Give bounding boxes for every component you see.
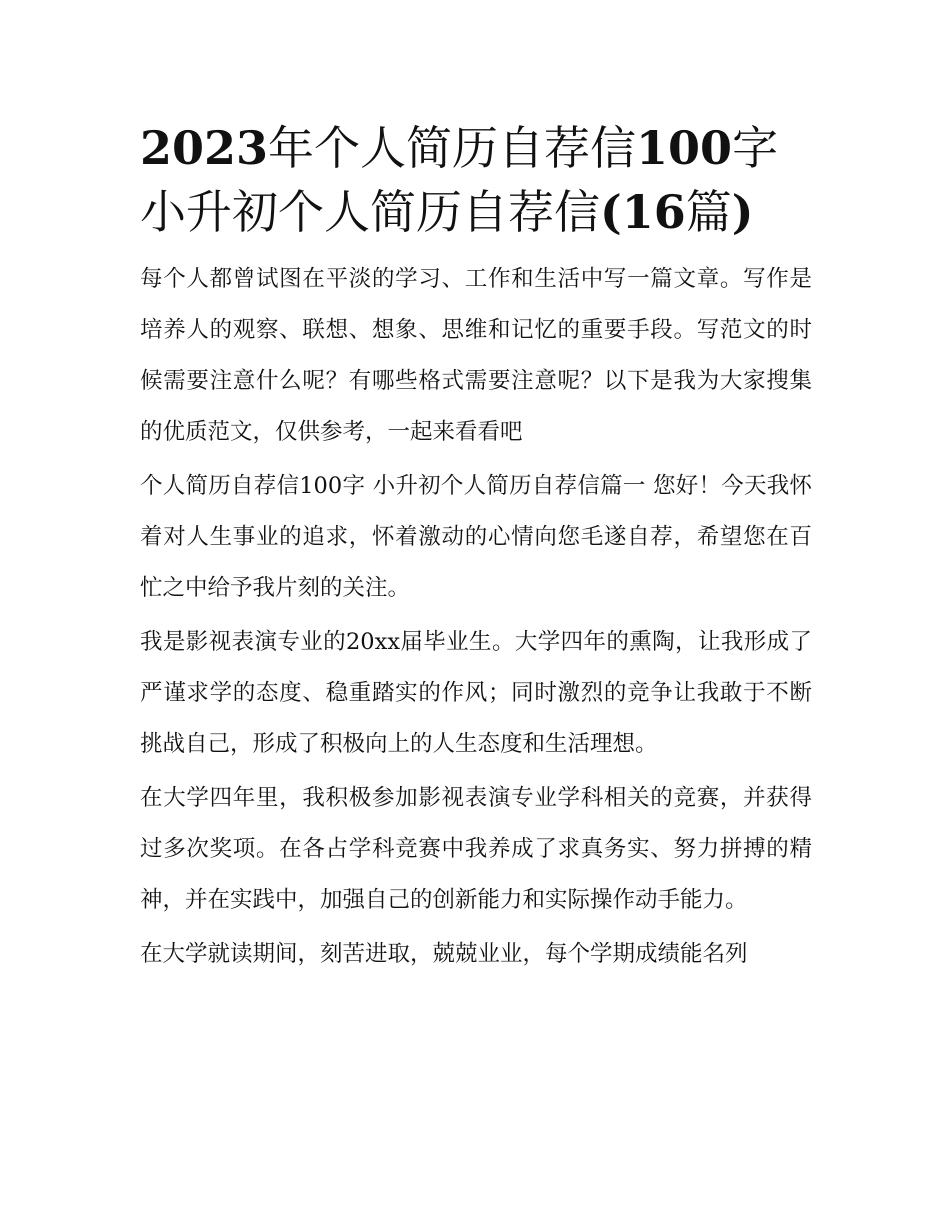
title-line-1: 2023年个人简历自荐信100字 [140, 121, 779, 175]
intro-paragraph: 每个人都曾试图在平淡的学习、工作和生活中写一篇文章。写作是培养人的观察、联想、想象、思维和记忆的重要手段。写范文的时候需要注意什么呢？有哪些格式需要注意呢？以下是我为大家搜集的优质范文，仅供参考，一起来看看吧 [140, 266, 812, 445]
document-title [140, 116, 812, 244]
letter-paragraph-2: 我是影视表演专业的20xx届毕业生。大学四年的熏陶，让我形成了严谨求学的态度、稳重踏实的作风；同时激烈的竞争让我敢于不断挑战自己，形成了积极向上的人生态度和生活理想。 [140, 629, 812, 757]
letter-paragraph-4: 在大学就读期间，刻苦进取，兢兢业业，每个学期成绩能名列 [140, 941, 748, 967]
title-line-2: 小升初个人简历自荐信(16篇) [140, 185, 754, 239]
letter-paragraph-1: 个人简历自荐信100字 小升初个人简历自荐信篇一 您好！今天我怀着对人生事业的追求，怀着激动的心情向您毛遂自荐，希望您在百忙之中给予我片刻的关注。 [140, 473, 812, 601]
letter-paragraph-3: 在大学四年里，我积极参加影视表演专业学科相关的竞赛，并获得过多次奖项。在各占学科竞赛中我养成了求真务实、努力拼搏的精神，并在实践中，加强自己的创新能力和实际操作动手能力。 [140, 785, 812, 913]
document-body [140, 116, 812, 983]
